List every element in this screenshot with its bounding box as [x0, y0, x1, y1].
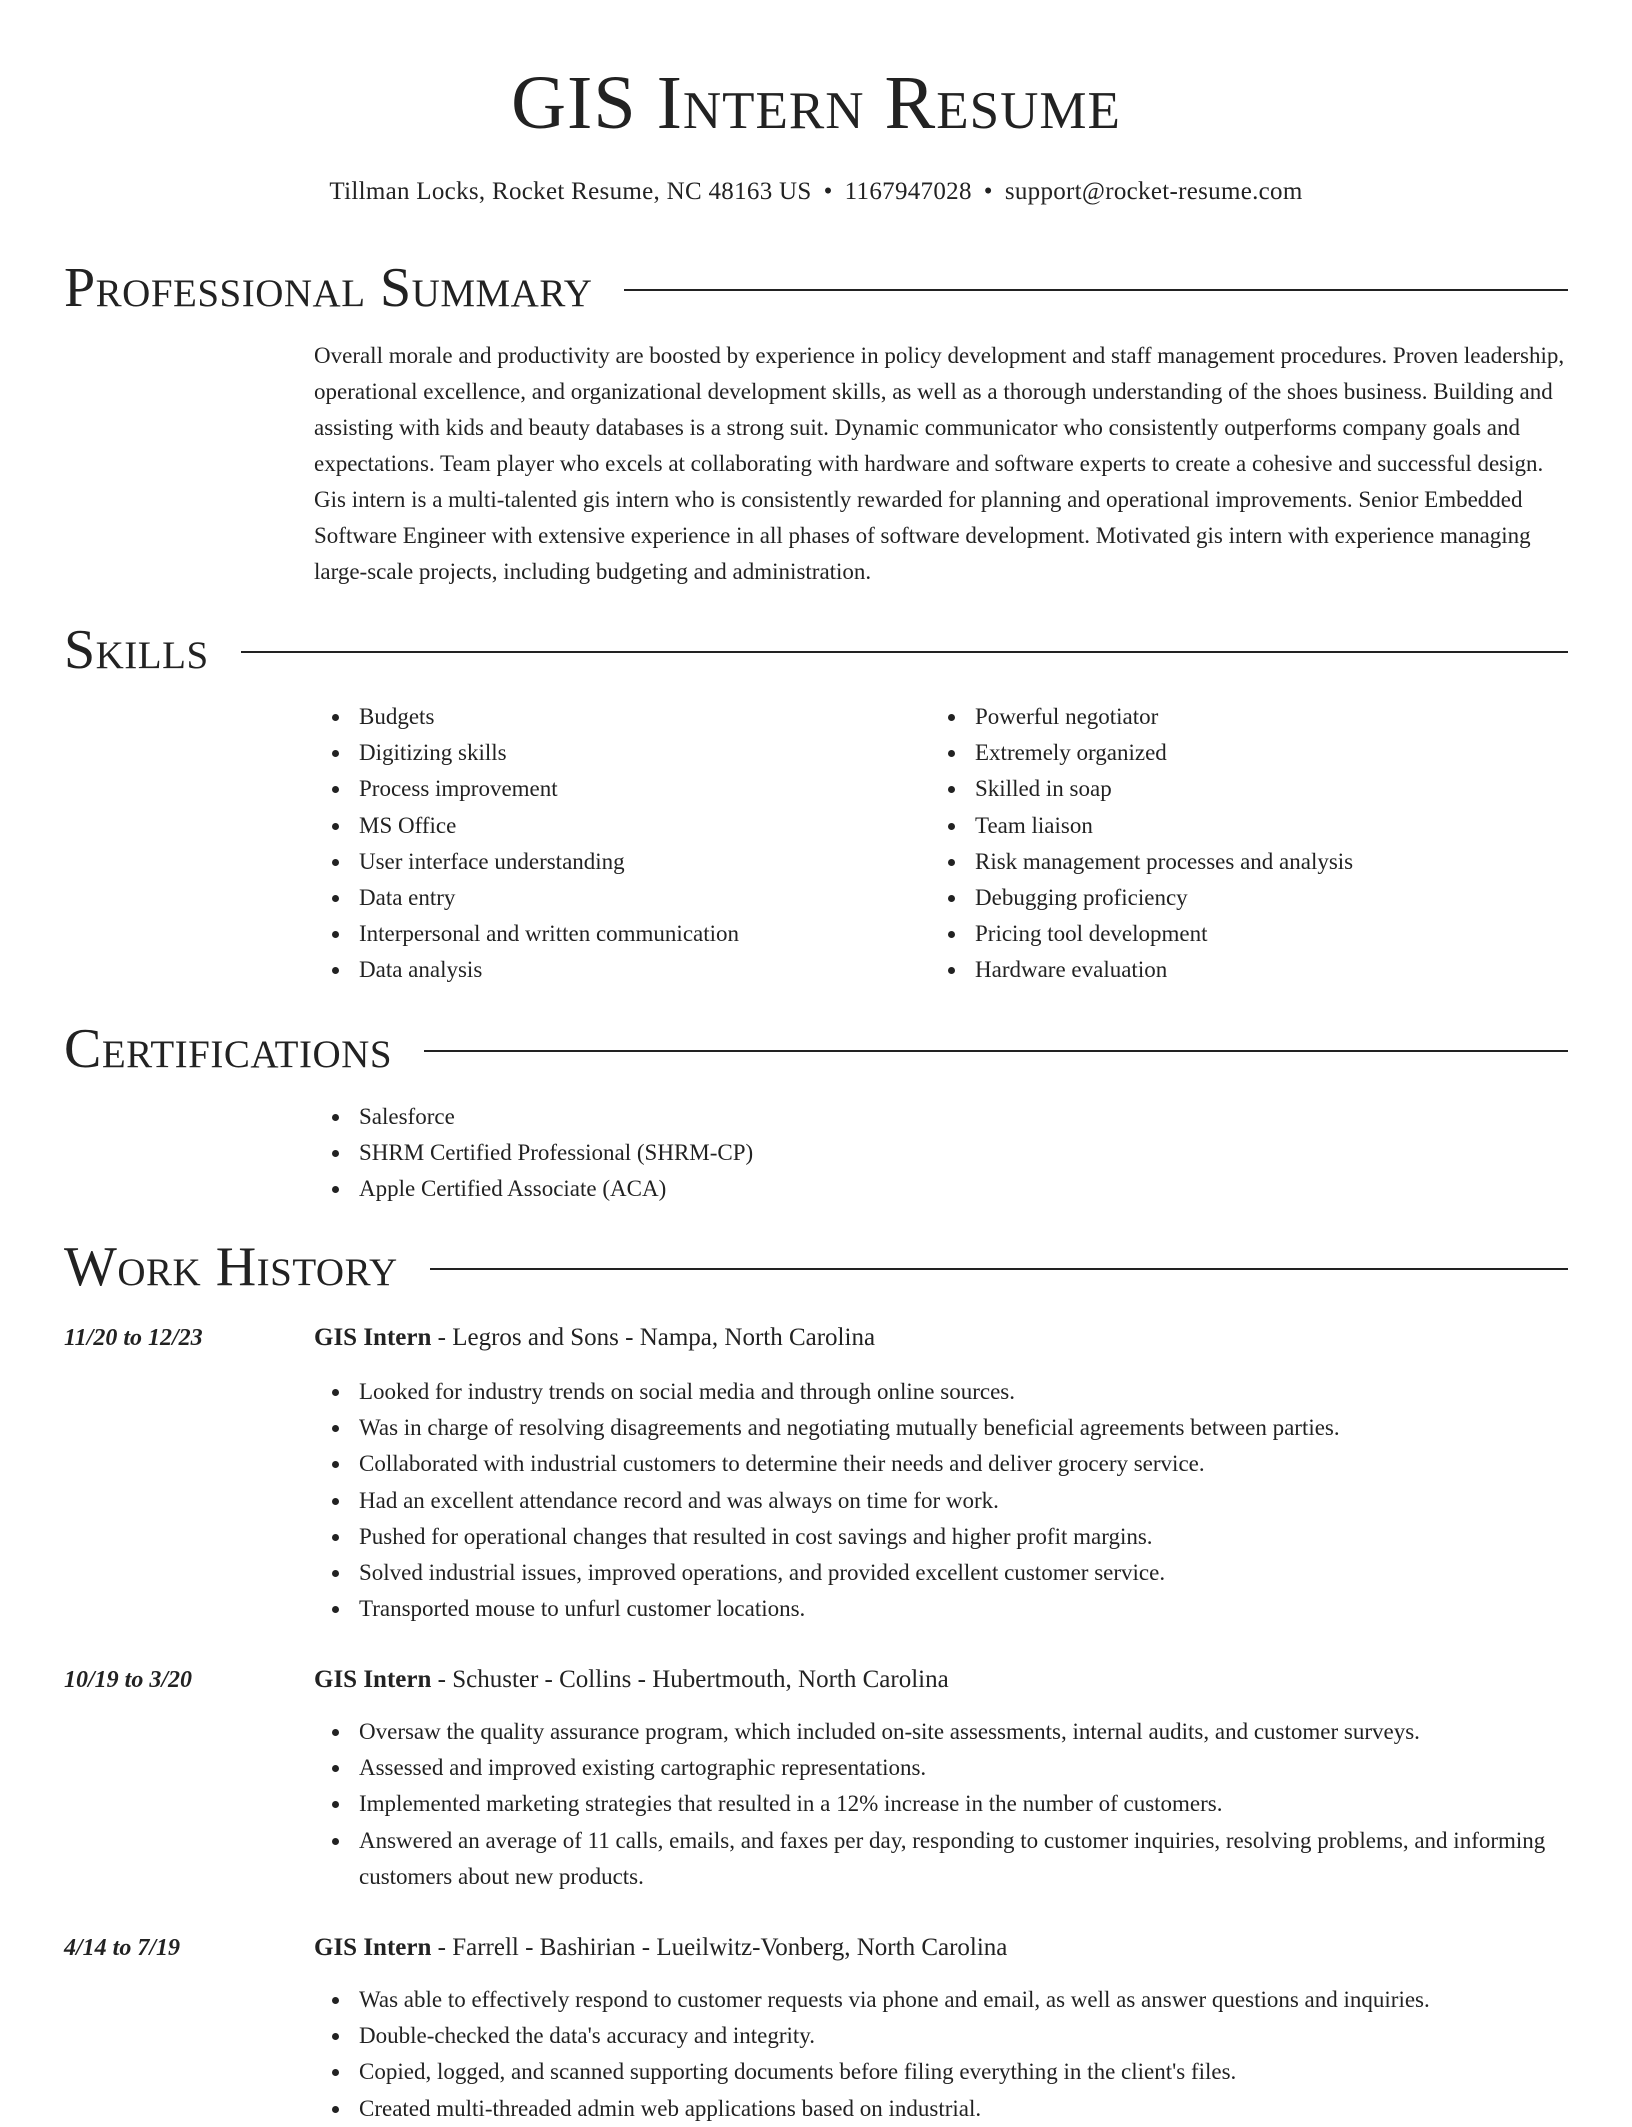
skill-item: Extremely organized [975, 735, 1570, 771]
summary-heading: Professional Summary [64, 257, 593, 319]
job-duties [314, 1714, 1568, 1895]
job-role: GIS Intern [314, 1934, 432, 1961]
skill-list [314, 699, 914, 989]
job-duty-list [314, 1374, 1568, 1627]
job-duty-item: Looked for industry trends on social media and through online sources. [359, 1374, 1568, 1410]
certification-item: Salesforce [359, 1099, 1214, 1135]
skills-column-right [930, 699, 1570, 989]
skill-item: Pricing tool development [975, 916, 1570, 952]
job-duty-item: Created multi-threaded admin web applications based on industrial. [359, 2091, 1568, 2127]
contact-line [0, 172, 1632, 212]
job-duties [314, 1374, 1568, 1627]
job-duty-item: Oversaw the quality assurance program, which included on-site assessments, internal audits, and customer surveys. [359, 1714, 1568, 1750]
skill-item: Powerful negotiator [975, 699, 1570, 735]
skills-column-left [314, 699, 914, 989]
job-duty-item: Answered an average of 11 calls, emails, and faxes per day, responding to customer inquiries, resolving problems, and informing customers about new products. [359, 1823, 1568, 1895]
job-employer-location: - Legros and Sons - Nampa, North Carolina [431, 1324, 876, 1351]
job-duty-list [314, 1714, 1568, 1895]
contact-separator: • [983, 178, 993, 205]
job-heading [314, 1930, 1568, 1966]
work-history-heading: Work History [64, 1236, 398, 1298]
skill-list [930, 699, 1570, 989]
certifications-section-header [64, 1014, 1568, 1084]
job-employer-location: - Schuster - Collins - Hubertmouth, North Carolina [431, 1666, 949, 1693]
contact-email: support@rocket-resume.com [1004, 178, 1303, 205]
skill-item: Budgets [359, 699, 914, 735]
job-duty-item: Was able to effectively respond to customer requests via phone and email, as well as answer questions and inquiries. [359, 1982, 1568, 2018]
job-duty-item: Pushed for operational changes that resulted in cost savings and higher profit margins. [359, 1519, 1568, 1555]
job-duty-item: Double-checked the data's accuracy and integrity. [359, 2018, 1568, 2054]
skills-section-header [64, 615, 1568, 685]
section-divider [241, 651, 1568, 653]
job-duty-item: Solved industrial issues, improved operations, and provided excellent customer service. [359, 1555, 1568, 1591]
certification-item: Apple Certified Associate (ACA) [359, 1171, 1214, 1207]
skill-item: Data entry [359, 880, 914, 916]
job-duty-item: Had an excellent attendance record and was always on time for work. [359, 1483, 1568, 1519]
skill-item: Debugging proficiency [975, 880, 1570, 916]
job-role: GIS Intern [314, 1666, 432, 1693]
job-duties [314, 1982, 1568, 2127]
contact-separator: • [823, 178, 833, 205]
job-duty-item: Was in charge of resolving disagreements and negotiating mutually beneficial agreements between parties. [359, 1410, 1568, 1446]
contact-address: Tillman Locks, Rocket Resume, NC 48163 US [329, 178, 812, 205]
job-duty-item: Copied, logged, and scanned supporting documents before filing everything in the client's files. [359, 2054, 1568, 2090]
job-duty-item: Transported mouse to unfurl customer locations. [359, 1591, 1568, 1627]
skill-item: MS Office [359, 808, 914, 844]
skill-item: Hardware evaluation [975, 952, 1570, 988]
job-dates: 10/19 to 3/20 [64, 1667, 193, 1693]
certifications-heading: Certifications [64, 1018, 393, 1080]
summary-section-header [64, 253, 1568, 323]
section-divider [424, 1050, 1568, 1052]
job-duty-item: Collaborated with industrial customers to determine their needs and deliver grocery service. [359, 1446, 1568, 1482]
work-history-section-header [64, 1232, 1568, 1302]
resume-title: GIS Intern Resume [511, 61, 1121, 145]
job-duty-list [314, 1982, 1568, 2127]
job-employer-location: - Farrell - Bashirian - Lueilwitz-Vonberg, North Carolina [431, 1934, 1008, 1961]
skill-item: Interpersonal and written communication [359, 916, 914, 952]
job-role: GIS Intern [314, 1324, 432, 1351]
certification-item: SHRM Certified Professional (SHRM-CP) [359, 1135, 1214, 1171]
job-dates: 4/14 to 7/19 [64, 1935, 181, 1961]
section-divider [624, 289, 1568, 291]
job-duty-item: Assessed and improved existing cartographic representations. [359, 1750, 1568, 1786]
certifications-list [314, 1099, 1214, 1208]
summary-text: Overall morale and productivity are boosted by experience in policy development and staff management procedures. Proven leadership, operational excellence, and organizational development skills, as well as a thorough understanding of the shoes business. Building and assisting with kids and beauty databases is a strong suit. Dynamic communicator who consistently outperforms company goals and expectations. Team player who excels at collaborating with hardware and software experts to create a cohesive and successful design. Gis intern is a multi-talented gis intern who is consistently rewarded for planning and operational improvements. Senior Embedded Software Engineer with extensive experience in all phases of software development. Motivated gis intern with experience managing large-scale projects, including budgeting and administration. [314, 343, 1565, 584]
skill-item: Risk management processes and analysis [975, 844, 1570, 880]
section-divider [430, 1268, 1568, 1270]
job-heading [314, 1320, 1568, 1356]
skill-item: Digitizing skills [359, 735, 914, 771]
skill-item: User interface understanding [359, 844, 914, 880]
skill-item: Process improvement [359, 771, 914, 807]
skill-item: Skilled in soap [975, 771, 1570, 807]
certification-list [314, 1099, 1214, 1208]
job-duty-item: Implemented marketing strategies that resulted in a 12% increase in the number of customers. [359, 1786, 1568, 1822]
contact-phone: 1167947028 [844, 178, 972, 205]
job-dates: 11/20 to 12/23 [64, 1325, 203, 1351]
skill-item: Team liaison [975, 808, 1570, 844]
skills-heading: Skills [64, 619, 209, 681]
skill-item: Data analysis [359, 952, 914, 988]
job-heading [314, 1662, 1568, 1698]
